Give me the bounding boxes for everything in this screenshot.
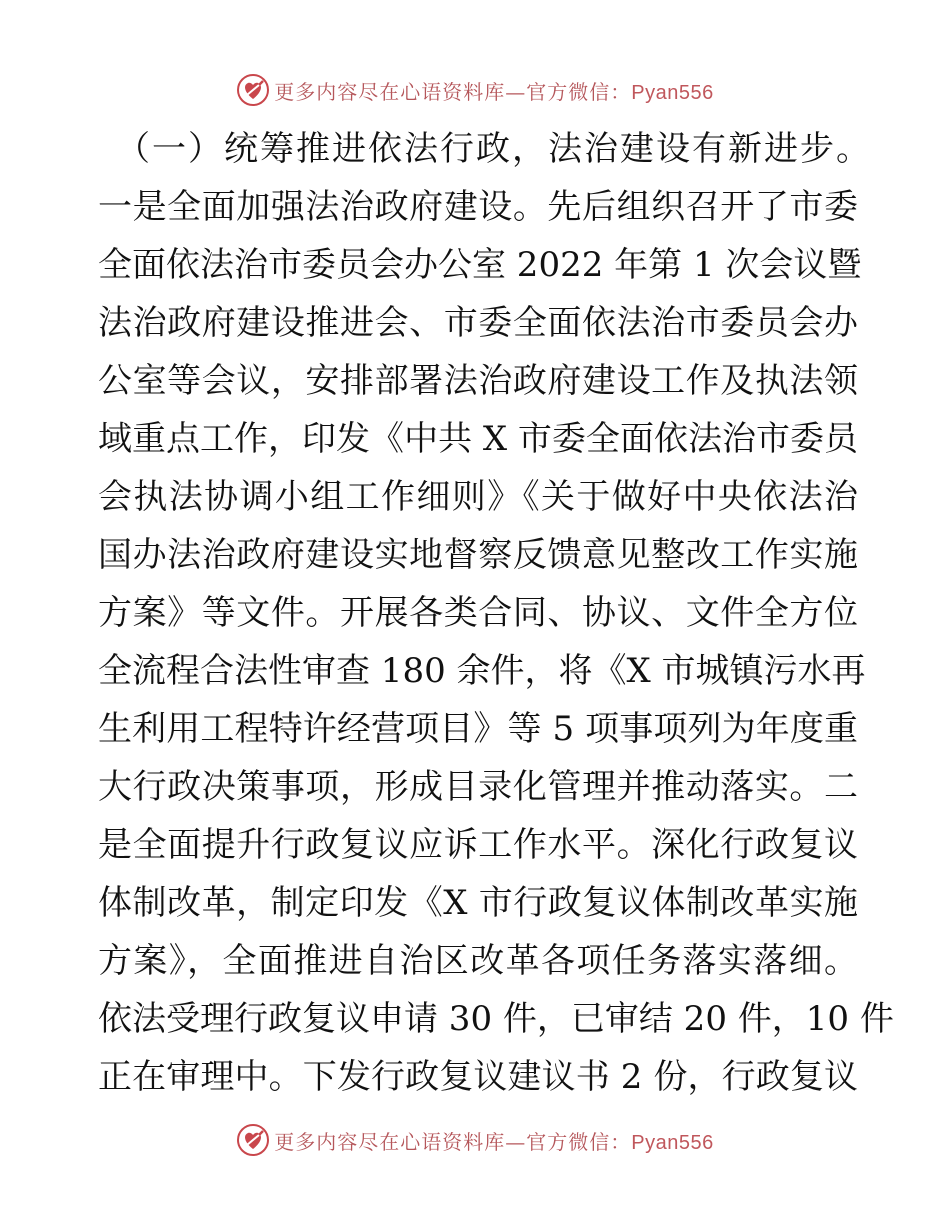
header-watermark-text: 更多内容尽在心语资料库—官方微信：Pyan556 [274, 79, 714, 104]
header-watermark-banner [0, 73, 950, 107]
body-line: 方案》等文件。开展各类合同、协议、文件全方位 [98, 593, 858, 633]
body-line: 正在审理中。下发行政复议建议书 2 份，行政复议 [98, 1057, 858, 1097]
body-line: 公室等会议，安排部署法治政府建设工作及执法领 [98, 361, 858, 401]
heart-book-logo-icon [236, 1123, 270, 1157]
footer-wechat-handle: Pyan556 [631, 1131, 714, 1154]
document-body [98, 120, 894, 1106]
header-wechat-handle: Pyan556 [631, 81, 714, 104]
body-line: 域重点工作，印发《中共 X 市委全面依法治市委员 [98, 419, 858, 459]
body-line: 生利用工程特许经营项目》等 5 项事项列为年度重 [98, 709, 858, 749]
section-heading: （一）统筹推进依法行政，法治建设有新进步。 [116, 129, 872, 169]
body-line: 体制改革，制定印发《X 市行政复议体制改革实施 [98, 883, 858, 923]
body-line: 全流程合法性审查 180 余件，将《X 市城镇污水再 [98, 651, 866, 691]
body-line: 国办法治政府建设实地督察反馈意见整改工作实施 [98, 535, 858, 575]
body-line: 大行政决策事项，形成目录化管理并推动落实。二 [98, 767, 858, 807]
body-line: 全面依法治市委员会办公室 2022 年第 1 次会议暨 [98, 245, 862, 285]
footer-watermark-text: 更多内容尽在心语资料库—官方微信：Pyan556 [274, 1129, 714, 1154]
heart-book-logo-icon [236, 73, 270, 107]
body-line: 一是全面加强法治政府建设。先后组织召开了市委 [98, 187, 858, 227]
body-line: 方案》，全面推进自治区改革各项任务落实落细。 [98, 941, 858, 981]
body-line: 法治政府建设推进会、市委全面依法治市委员会办 [98, 303, 858, 343]
body-line: 依法受理行政复议申请 30 件，已审结 20 件，10 件 [98, 999, 894, 1039]
footer-watermark-banner [0, 1123, 950, 1157]
body-line: 是全面提升行政复议应诉工作水平。深化行政复议 [98, 825, 858, 865]
body-line: 会执法协调小组工作细则》《关于做好中央依法治 [98, 477, 858, 517]
